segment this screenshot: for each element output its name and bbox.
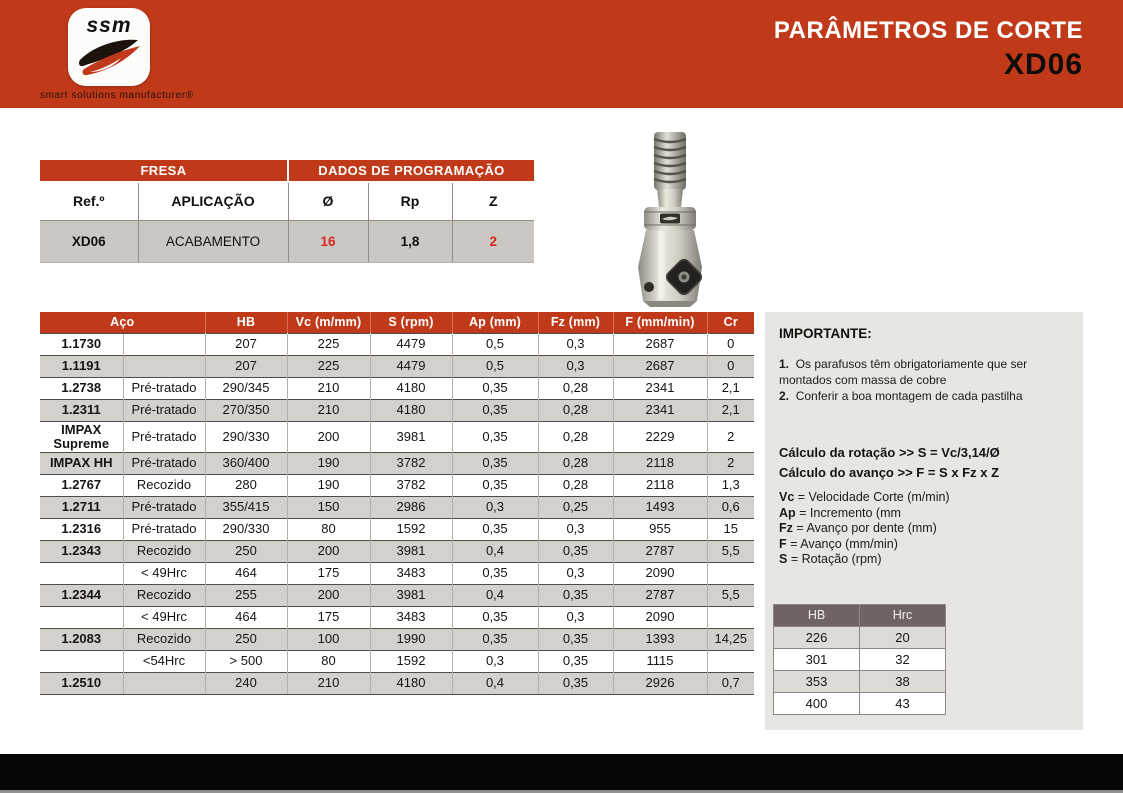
cell: 2787	[613, 541, 707, 563]
cell: 2341	[613, 377, 707, 399]
cell: 175	[287, 563, 370, 585]
cell: 0,6	[707, 497, 754, 519]
legend-line: Vc = Velocidade Corte (m/min)	[779, 490, 950, 504]
col-header-rp: Rp	[368, 182, 452, 220]
cell: 464	[205, 607, 287, 629]
cell: 3483	[370, 563, 452, 585]
cell: Pré-tratado	[123, 519, 205, 541]
cell: 3981	[370, 585, 452, 607]
cell: 100	[287, 629, 370, 651]
cell: 1.2767	[40, 475, 123, 497]
info-panel	[765, 312, 1083, 730]
tool-diametro-value: 16	[288, 220, 368, 262]
formulas	[779, 443, 1069, 483]
cell: 210	[287, 673, 370, 695]
cell: 43	[860, 692, 946, 714]
col-header-ap: Ap (mm)	[452, 312, 538, 333]
table-row	[40, 519, 754, 541]
cell: 5,5	[707, 541, 754, 563]
tool-photo	[600, 118, 800, 310]
group-header-fresa: FRESA	[40, 160, 288, 182]
cell	[40, 563, 123, 585]
table-row	[774, 692, 946, 714]
table-row	[40, 651, 754, 673]
table-row	[40, 607, 754, 629]
cell: 1.2738	[40, 377, 123, 399]
cell: 270/350	[205, 399, 287, 421]
group-header-programacao: DADOS DE PROGRAMAÇÃO	[288, 160, 534, 182]
cell: 290/330	[205, 421, 287, 453]
cell: Recozido	[123, 475, 205, 497]
cell: 4180	[370, 377, 452, 399]
cell: 200	[287, 421, 370, 453]
cell: 1592	[370, 519, 452, 541]
hardness-col-hb: HB	[774, 604, 860, 626]
cell: 400	[774, 692, 860, 714]
cell: 2090	[613, 563, 707, 585]
cell: 4180	[370, 673, 452, 695]
cell: 464	[205, 563, 287, 585]
cell: 0,35	[452, 519, 538, 541]
col-header-ref: Ref.º	[40, 182, 138, 220]
hardness-col-hrc: Hrc	[860, 604, 946, 626]
table-row	[40, 673, 754, 695]
col-header-aplicacao: APLICAÇÃO	[138, 182, 288, 220]
table-row	[40, 541, 754, 563]
cell: 0,28	[538, 475, 613, 497]
cell: 1990	[370, 629, 452, 651]
table-row	[774, 670, 946, 692]
cell: 955	[613, 519, 707, 541]
table-row	[40, 333, 754, 355]
ssm-swoosh-icon	[75, 38, 143, 80]
cell: 0,3	[538, 519, 613, 541]
cell: 0,3	[538, 355, 613, 377]
cell: 1,3	[707, 475, 754, 497]
tool-z-value: 2	[452, 220, 534, 262]
side-screw-hole	[644, 282, 654, 292]
cell: 0,3	[452, 651, 538, 673]
cell	[40, 651, 123, 673]
cell: 0,3	[538, 563, 613, 585]
cell: 2118	[613, 475, 707, 497]
legend	[779, 490, 1069, 568]
legend-line: F = Avanço (mm/min)	[779, 536, 898, 551]
cell: 80	[287, 651, 370, 673]
ssm-logo	[68, 8, 150, 86]
table-row	[40, 497, 754, 519]
model-title: XD06	[1003, 48, 1083, 81]
cell: 32	[860, 648, 946, 670]
cell	[123, 355, 205, 377]
cell: 0,4	[452, 673, 538, 695]
cell: 0,35	[538, 651, 613, 673]
legend-line: S = Rotação (rpm)	[779, 552, 882, 566]
cell	[707, 651, 754, 673]
table-row	[40, 355, 754, 377]
cell: 200	[287, 541, 370, 563]
cell: 0,28	[538, 399, 613, 421]
tool-ref-value: XD06	[40, 220, 138, 262]
cutting-table	[40, 312, 754, 695]
important-title: IMPORTANTE:	[779, 326, 872, 341]
cell: 14,25	[707, 629, 754, 651]
cell	[123, 673, 205, 695]
cell: 0,35	[538, 585, 613, 607]
cell: Pré-tratado	[123, 399, 205, 421]
cell: 2341	[613, 399, 707, 421]
cell: 3483	[370, 607, 452, 629]
formula-rotacao: Cálculo da rotação >> S = Vc/3,14/Ø	[779, 445, 1000, 460]
table-row	[40, 453, 754, 475]
cell	[707, 607, 754, 629]
cell: 1.1730	[40, 333, 123, 355]
cell: 3782	[370, 453, 452, 475]
cell: Recozido	[123, 585, 205, 607]
cell: 0,35	[452, 399, 538, 421]
table-row	[774, 626, 946, 648]
table-row	[40, 399, 754, 421]
cell: IMPAX Supreme	[40, 421, 123, 453]
cell: Recozido	[123, 629, 205, 651]
cell: 210	[287, 399, 370, 421]
cell: 4180	[370, 399, 452, 421]
cell: 2	[707, 421, 754, 453]
cell: 0,35	[452, 475, 538, 497]
cell: 200	[287, 585, 370, 607]
cell: 210	[287, 377, 370, 399]
cell: 0,35	[452, 607, 538, 629]
cell: 2229	[613, 421, 707, 453]
ssm-logo-text: ssm	[86, 14, 132, 37]
cell: < 49Hrc	[123, 563, 205, 585]
tool-aplicacao-value: ACABAMENTO	[138, 220, 288, 262]
cell	[40, 607, 123, 629]
cell: 0,35	[452, 377, 538, 399]
cell: 2118	[613, 453, 707, 475]
cell: 1.2316	[40, 519, 123, 541]
cell: 290/345	[205, 377, 287, 399]
cell: 0,3	[452, 497, 538, 519]
cell: 360/400	[205, 453, 287, 475]
cell: 0,5	[452, 355, 538, 377]
cell: 0,3	[538, 333, 613, 355]
cell: 15	[707, 519, 754, 541]
cell: 3981	[370, 421, 452, 453]
tool-spec-table	[40, 160, 534, 263]
cell	[707, 563, 754, 585]
cell: Pré-tratado	[123, 377, 205, 399]
cell: 1115	[613, 651, 707, 673]
tool-collar	[644, 207, 696, 230]
cell: 175	[287, 607, 370, 629]
cell: 0,35	[538, 673, 613, 695]
cell: 255	[205, 585, 287, 607]
logo-tagline: smart solutions manufacturer®	[40, 90, 194, 101]
cell: 0,3	[538, 607, 613, 629]
cell: > 500	[205, 651, 287, 673]
cell: 2687	[613, 355, 707, 377]
cell: 2926	[613, 673, 707, 695]
cell: Recozido	[123, 541, 205, 563]
cell: 290/330	[205, 519, 287, 541]
page-title: PARÂMETROS DE CORTE	[773, 17, 1083, 44]
cell: 0,35	[538, 541, 613, 563]
legend-line: Ap = Incremento (mm	[779, 505, 901, 520]
col-header-f: F (mm/min)	[613, 312, 707, 333]
cell: 0,25	[538, 497, 613, 519]
cell: Pré-tratado	[123, 453, 205, 475]
col-header-cr: Cr	[707, 312, 754, 333]
cell: 0,35	[452, 421, 538, 453]
cell: 0,35	[452, 453, 538, 475]
table-row	[40, 629, 754, 651]
cell: 0,4	[452, 585, 538, 607]
cell: <54Hrc	[123, 651, 205, 673]
cell: 250	[205, 541, 287, 563]
cell: 3981	[370, 541, 452, 563]
cell: 225	[287, 355, 370, 377]
tool-head	[638, 230, 704, 307]
col-header-aco: Aço	[40, 312, 205, 333]
cell: 0,4	[452, 541, 538, 563]
cell: Pré-tratado	[123, 497, 205, 519]
footer-divider	[0, 790, 1123, 793]
cell: 2787	[613, 585, 707, 607]
col-header-z: Z	[452, 182, 534, 220]
cutting-table-header-row	[40, 312, 754, 333]
cell: 0,35	[538, 629, 613, 651]
thread-shank	[654, 132, 686, 190]
cell: 4479	[370, 333, 452, 355]
cell: 0	[707, 355, 754, 377]
cell: 80	[287, 519, 370, 541]
cell: 0,28	[538, 453, 613, 475]
cell: 0,7	[707, 673, 754, 695]
cell: 355/415	[205, 497, 287, 519]
note-item: 1. Os parafusos têm obrigatoriamente que ser montados com massa de cobre	[779, 357, 1028, 387]
cell: 150	[287, 497, 370, 519]
cell: 226	[774, 626, 860, 648]
cell: 1393	[613, 629, 707, 651]
cell: 225	[287, 333, 370, 355]
header-bar	[0, 0, 1123, 108]
cell: 4479	[370, 355, 452, 377]
cell	[123, 333, 205, 355]
cell: 0	[707, 333, 754, 355]
cell: 2	[707, 453, 754, 475]
cell: 2687	[613, 333, 707, 355]
cell: 1.2510	[40, 673, 123, 695]
cell: 353	[774, 670, 860, 692]
cell: 0,28	[538, 377, 613, 399]
legend-line: Fz = Avanço por dente (mm)	[779, 521, 937, 535]
cell: 0,28	[538, 421, 613, 453]
table-row	[40, 563, 754, 585]
col-header-fz: Fz (mm)	[538, 312, 613, 333]
cell: 301	[774, 648, 860, 670]
cell: 1.2311	[40, 399, 123, 421]
table-row	[774, 648, 946, 670]
cell: 1.1191	[40, 355, 123, 377]
cell: 20	[860, 626, 946, 648]
cell: 3782	[370, 475, 452, 497]
table-row	[40, 421, 754, 453]
cell: 240	[205, 673, 287, 695]
cell: 190	[287, 475, 370, 497]
table-row	[40, 377, 754, 399]
cell: < 49Hrc	[123, 607, 205, 629]
cell: 250	[205, 629, 287, 651]
cell: 207	[205, 355, 287, 377]
cell: 38	[860, 670, 946, 692]
cell: 0,35	[452, 563, 538, 585]
cell: Pré-tratado	[123, 421, 205, 453]
cell: 280	[205, 475, 287, 497]
table-row	[40, 585, 754, 607]
footer-bar	[0, 754, 1123, 790]
cell: 190	[287, 453, 370, 475]
cell: 2090	[613, 607, 707, 629]
cell: 0,5	[452, 333, 538, 355]
note-item: 2. Conferir a boa montagem de cada pastilha	[779, 389, 1023, 403]
cell: 1592	[370, 651, 452, 673]
hardness-table-body	[774, 626, 946, 714]
cell: 5,5	[707, 585, 754, 607]
tool-neck	[657, 189, 683, 207]
col-header-vc: Vc (m/mm)	[287, 312, 370, 333]
cell: 1493	[613, 497, 707, 519]
cell: 1.2711	[40, 497, 123, 519]
table-row	[40, 475, 754, 497]
cell: 0,35	[452, 629, 538, 651]
cutting-table-body	[40, 333, 754, 695]
cell: 2,1	[707, 377, 754, 399]
col-header-diametro: Ø	[288, 182, 368, 220]
col-header-hb: HB	[205, 312, 287, 333]
tool-rp-value: 1,8	[368, 220, 452, 262]
cell: 207	[205, 333, 287, 355]
cell: 1.2344	[40, 585, 123, 607]
cell: 2986	[370, 497, 452, 519]
cell: 1.2343	[40, 541, 123, 563]
col-header-s: S (rpm)	[370, 312, 452, 333]
hardness-table	[773, 604, 946, 715]
cell: 1.2083	[40, 629, 123, 651]
formula-avanco: Cálculo do avanço >> F = S x Fz x Z	[779, 465, 1000, 480]
cell: IMPAX HH	[40, 453, 123, 475]
cell: 2,1	[707, 399, 754, 421]
